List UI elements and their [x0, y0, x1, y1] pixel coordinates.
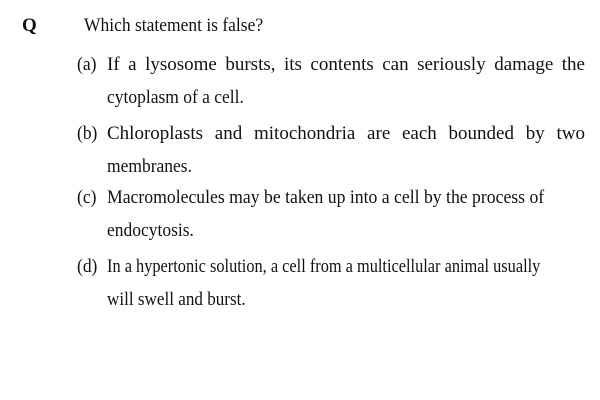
- question-marker: Q: [22, 15, 37, 36]
- option-b-letter: (b): [77, 123, 98, 144]
- option-a-letter: (a): [77, 54, 97, 75]
- option-a-line-1: If a lysosome bursts, its contents can seriously damage the: [107, 54, 585, 75]
- option-b-line-2: membranes.: [107, 156, 192, 177]
- question-text: Which statement is false?: [84, 15, 264, 36]
- option-c-letter: (c): [77, 187, 97, 208]
- option-d-line-2: will swell and burst.: [107, 289, 246, 310]
- option-d-line-1: In a hypertonic solution, a cell from a multicellular animal usually: [107, 256, 541, 277]
- option-b-line-1: Chloroplasts and mitochondria are each bounded by two: [107, 123, 585, 144]
- option-c-line-1: Macromolecules may be taken up into a cell by the process of: [107, 187, 545, 208]
- option-d-letter: (d): [77, 256, 98, 277]
- option-c-line-2: endocytosis.: [107, 220, 194, 241]
- option-a-line-2: cytoplasm of a cell.: [107, 87, 244, 108]
